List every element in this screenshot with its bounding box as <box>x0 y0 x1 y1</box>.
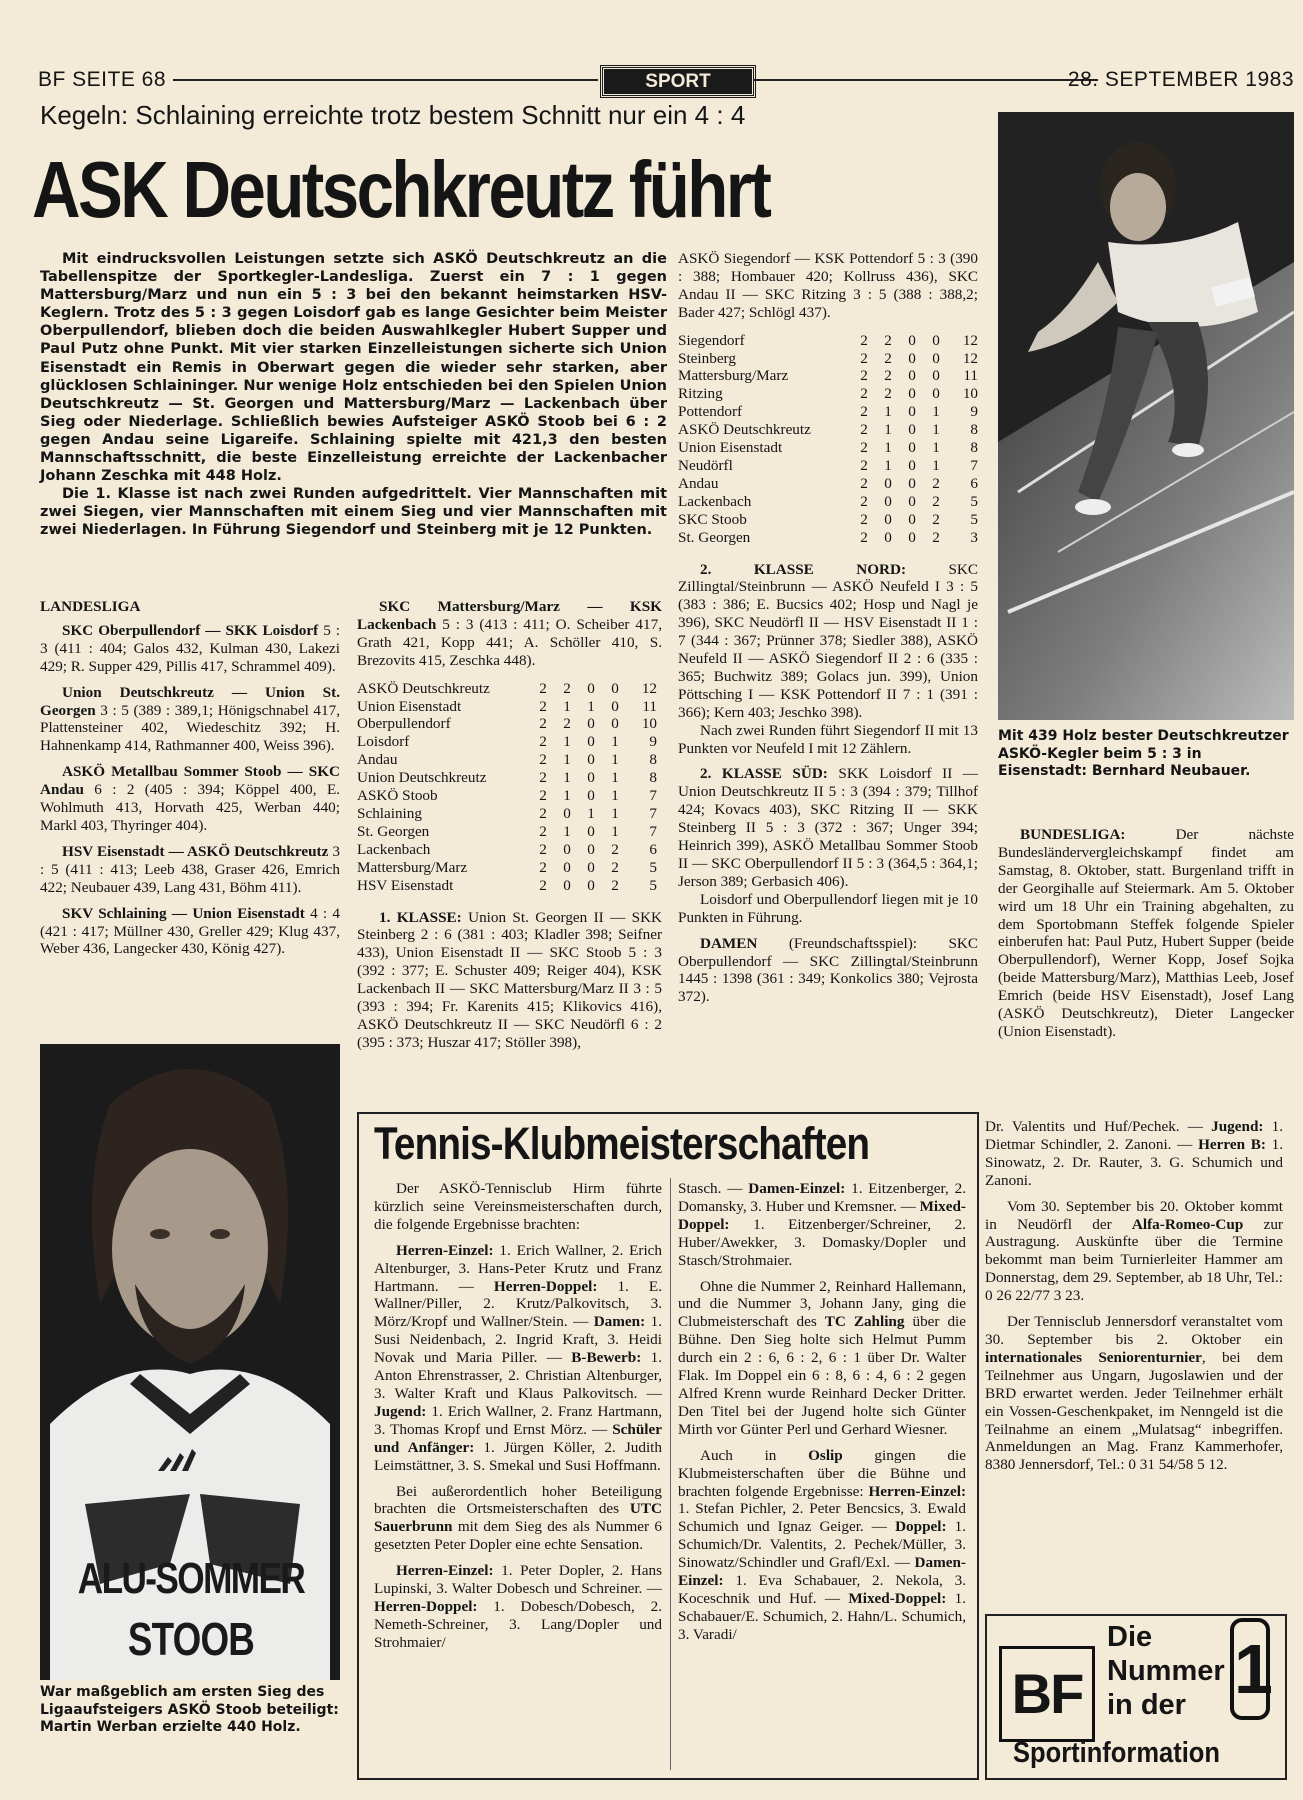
stat-cell: 2 <box>563 715 571 733</box>
stat-cell: 0 <box>932 367 940 385</box>
standings-row <box>357 680 657 698</box>
standings-row <box>357 769 657 787</box>
standings-row <box>357 805 657 823</box>
stat-cell: 2 <box>860 385 868 403</box>
stat-cell: 2 <box>539 840 547 858</box>
result-item <box>40 684 340 756</box>
stat-cell: 0 <box>908 367 916 385</box>
team-name: St. Georgen <box>357 822 430 840</box>
tennis-paragraph <box>985 1198 1283 1305</box>
stat-cell: 1 <box>563 733 571 751</box>
points: 5 <box>970 510 978 528</box>
shirt-lettering-1: ALU-SOMMER <box>77 1554 305 1603</box>
standings-row <box>357 859 657 877</box>
stat-cell: 0 <box>587 876 595 894</box>
landesliga-column-2 <box>357 598 662 1052</box>
points: 9 <box>970 403 978 421</box>
stat-cell: 1 <box>932 421 940 439</box>
team-name: Pottendorf <box>678 403 743 421</box>
stat-cell: 1 <box>611 733 619 751</box>
stat-cell: 0 <box>908 331 916 349</box>
result-body: 3 : 5 (389 : 389,1; Hönigschnabel 417, Plattensteiner 402, Wiedeschitz 392; H. Hahnenkamp 414, Rathmanner 400, Weiss 396). <box>40 701 341 755</box>
tennis-paragraph <box>374 1242 662 1475</box>
points: 11 <box>963 367 978 385</box>
player-photo-caption: War maßgeblich am ersten Sieg des Ligaaufsteigers ASKÖ Stoob beteiligt: Martin Werban erzielte 440 Holz. <box>40 1684 339 1735</box>
standings-row <box>357 715 657 733</box>
tennis-text: 1. E. Wallner/Piller, 2. Krutz/Palkovitsch, 3. Mörz/Kropf und Wallner/Stein. — <box>374 1277 662 1331</box>
intro-paragraph-1: Mit eindrucksvollen Leistungen setzte sich ASKÖ Deutschkreutz an die Tabellenspitze der Sportkegler-Landesliga. Zuerst ein 7 : 1 gegen Mattersburg/Marz und nun ein 5 : 3 bei den bekannt heimstarken HSV-Keglern. Trotz des 5 : 3 gegen Loisdorf gab es lange Gesichter beim Meister Oberpullendorf, blieben doch die beiden Auswahlkegler Hubert Supper und Paul Putz ohne Punkt. Mit vier starken Einzelleistungen sicherte sich Union Eisenstadt ein Remis in Oberwart gegen die wieder sehr starken, aber glücklosen Schlaininger. Nur wenige Holz entschieden bei den Spielen Union Deutschkreutz — St. Georgen und Mattersburg/Marz — Lackenbach über Sieg oder Niederlage. Schließlich bewies Aufsteiger ASKÖ Stoob bei 6 : 2 gegen Andau seine Ligareife. Schlaining spielte mit 421,3 den besten Mannschaftsschnitt, die beste Einzelleistung erreichte der Lackenbacher Johann Zeschka mit 448 Holz. <box>40 251 667 485</box>
team-name: St. Georgen <box>678 528 751 546</box>
stat-cell: 2 <box>932 492 940 510</box>
page-header <box>38 66 1294 94</box>
issue-date: 28. SEPTEMBER 1983 <box>1067 68 1294 91</box>
bf-advert <box>985 1614 1287 1780</box>
stat-cell: 1 <box>611 804 619 822</box>
result-head: Union Deutschkreutz — Union St. Georgen <box>40 683 340 719</box>
tennis-text: mit dem Sieg des als Nummer 6 gesetzten Peter Dopler eine echte Sensation. <box>374 1518 662 1554</box>
points: 6 <box>970 474 978 492</box>
tennis-heading: Alfa-Romeo-Cup <box>1131 1215 1244 1233</box>
points: 5 <box>649 876 657 894</box>
points: 6 <box>649 840 657 858</box>
team-name: Lackenbach <box>678 492 752 510</box>
standings-row <box>678 367 978 385</box>
tennis-text: gingen die Klubmeisterschaften über die Bühne und brachten folgende Ergebnisse: <box>678 1446 966 1500</box>
tennis-paragraph <box>374 1562 662 1652</box>
tennis-heading: Herren-Einzel: <box>396 1241 500 1259</box>
stat-cell: 0 <box>932 349 940 367</box>
stat-cell: 2 <box>932 474 940 492</box>
nord-label: 2. KLASSE NORD: <box>700 560 906 578</box>
standings-row <box>357 787 657 805</box>
tennis-text: Bei außerordentlich hoher Beteiligung brachten die Ortsmeisterschaften des <box>374 1482 662 1518</box>
stat-cell: 1 <box>932 439 940 457</box>
standings-row <box>678 403 978 421</box>
points: 3 <box>970 528 978 546</box>
tennis-text: 1. Eitzenberger, 2. Domansky, 3. Huber und Kremsner. — <box>678 1180 966 1215</box>
standings-row <box>678 439 978 457</box>
tennis-text: 1. Stefan Pichler, 2. Peter Bencsics, 3. Ewald Schumich und Ignaz Geiger. — <box>678 1500 966 1536</box>
tennis-heading: Damen-Einzel: <box>678 1554 966 1590</box>
stat-cell: 1 <box>884 439 892 457</box>
points: 11 <box>642 697 657 715</box>
team-name: Oberpullendorf <box>357 715 451 733</box>
damen-text: (Freundschaftsspiel): SKC Oberpullendorf — SKC Zillingtal/Steinbrunn 1445 : 1398 (361 : 349; Konkolics 380; Vejrosta 372). <box>678 934 979 1006</box>
stat-cell: 1 <box>587 804 595 822</box>
tennis-paragraph <box>678 1278 966 1439</box>
bundesliga-note <box>998 826 1294 1041</box>
points: 7 <box>649 804 657 822</box>
points: 8 <box>649 751 657 769</box>
tennis-text: 1. Eitzenberger/Schreiner, 2. Huber/Awekker, 3. Domasky/Dopler und Stasch/Strohmaier. <box>678 1215 966 1269</box>
stat-cell: 1 <box>884 421 892 439</box>
tennis-heading: Herren-Einzel: <box>396 1562 502 1580</box>
standings-row <box>678 350 978 368</box>
tennis-paragraph <box>678 1180 966 1270</box>
tennis-column-3 <box>985 1118 1283 1474</box>
points: 8 <box>970 421 978 439</box>
stat-cell: 2 <box>539 715 547 733</box>
tennis-text: Der Tennisclub Jennersdorf veranstaltet vom 30. September bis 2. Oktober ein <box>985 1313 1283 1348</box>
tennis-heading: Damen: <box>593 1313 651 1331</box>
stat-cell: 0 <box>587 787 595 805</box>
stat-cell: 0 <box>908 510 916 528</box>
points: 8 <box>970 439 978 457</box>
team-name: Loisdorf <box>357 733 410 751</box>
stat-cell: 2 <box>860 421 868 439</box>
stat-cell: 0 <box>908 474 916 492</box>
klasse1-text: Union St. Georgen II — SKK Steinberg 2 : 6 (381 : 403; Kladler 398; Seifner 433), Union Eisenstadt II — SKC Stoob 5 : 3 (392 : 377; E. Schuster 409; Reiger 404), KSK Lackenbach II — SKC Mattersburg/Marz II 3 : 5 (393 : 394; Fr. Karenits 415; Klikovics 416), ASKÖ Deutschkreutz II — SKC Neudörfl 6 : 2 (395 : 373; Huszar 417; Stöller 398), <box>357 908 663 1051</box>
tennis-heading: internationales Seniorenturnier <box>985 1348 1202 1366</box>
stat-cell: 0 <box>587 751 595 769</box>
stat-cell: 1 <box>563 769 571 787</box>
tennis-heading: Herren B: <box>1198 1135 1272 1153</box>
result-item <box>40 843 340 897</box>
team-name: ASKÖ Stoob <box>357 787 438 805</box>
tennis-heading: Schüler und Anfänger: <box>374 1420 662 1456</box>
stat-cell: 1 <box>563 697 571 715</box>
standings-row <box>678 332 978 350</box>
stat-cell: 0 <box>611 715 619 733</box>
nord-text: SKC Zillingtal/Steinbrunn — ASKÖ Neufeld I 3 : 5 (383 : 386; E. Bucsics 402; Hosp und Nagl je 396), SKC Neudörfl II — HSV Eisenstadt II 1 : 7 (344 : 367; Prünner 378; Siedler 388), ASKÖ Neufeld II — ASKÖ Siegendorf II 2 : 6 (335 : 365; Buchwitz 389; Golacs jun. 399), Union Pöttsching I — KSK Pottendorf II 7 : 1 (391 : 366); Kern 403; Jeschko 398). <box>678 560 978 721</box>
page-number: BF SEITE 68 <box>38 68 167 91</box>
points: 12 <box>641 679 657 697</box>
bundesliga-label: BUNDESLIGA: <box>1020 826 1126 843</box>
result-item <box>40 622 340 676</box>
tennis-paragraph <box>678 1447 966 1644</box>
standings-row <box>678 475 978 493</box>
result-body: 5 : 3 (411 : 404; Galos 432, Kulman 430, Lakezi 429; R. Supper 429, Pillis 417, Schrammel 409). <box>40 621 340 675</box>
tennis-text: 1. Susi Neidenbach, 2. Ingrid Kraft, 3. Heidi Novak und Maria Piller. — <box>374 1313 662 1367</box>
team-name: Siegendorf <box>678 331 745 349</box>
standings-row <box>678 529 978 547</box>
points: 10 <box>641 715 657 733</box>
stat-cell: 1 <box>932 403 940 421</box>
stat-cell: 2 <box>539 733 547 751</box>
stat-cell: 0 <box>563 804 571 822</box>
points: 7 <box>970 456 978 474</box>
intro-text <box>40 250 667 540</box>
tennis-text: 1. Erich Wallner, 2. Franz Hartmann, 3. Thomas Kropf und Ernst Mörz. — <box>374 1402 662 1438</box>
result-body: 5 : 3 (413 : 411; O. Scheiber 417, Grath 421, Kopp 441; A. Schöller 410, S. Brezovits 415, Zeschka 448). <box>357 615 662 669</box>
standings-row <box>357 698 657 716</box>
standings-row <box>357 751 657 769</box>
stat-cell: 2 <box>932 528 940 546</box>
bf-logo: BF <box>999 1646 1095 1742</box>
stat-cell: 2 <box>884 367 892 385</box>
stat-cell: 2 <box>539 679 547 697</box>
stat-cell: 0 <box>884 528 892 546</box>
stat-cell: 1 <box>884 403 892 421</box>
landesliga-results <box>40 598 340 958</box>
tennis-heading: Mixed-Doppel: <box>678 1197 966 1233</box>
tennis-heading: Herren-Einzel: <box>868 1482 966 1500</box>
standings-row <box>357 823 657 841</box>
tennis-heading: Jugend: <box>374 1402 432 1420</box>
tennis-heading: TC Zahling <box>824 1313 905 1331</box>
stat-cell: 2 <box>860 439 868 457</box>
team-name: Neudörfl <box>678 456 733 474</box>
tennis-title: Tennis-Klubmeisterschaften <box>374 1118 870 1169</box>
bowler-photo-image <box>998 112 1294 720</box>
intro-paragraph-2: Die 1. Klasse ist nach zwei Runden aufgedrittelt. Vier Mannschaften mit zwei Siegen, vier Mannschaften mit einem Sieg und vier Mannschaften mit zwei Niederlagen. In Führung Siegendorf und Steinberg mit je 12 Punkten. <box>40 486 667 539</box>
stat-cell: 1 <box>563 751 571 769</box>
points: 8 <box>649 769 657 787</box>
nord-summary: Nach zwei Runden führt Siegendorf II mit 13 Punkten vor Neufeld I mit 12 Zählern. <box>678 721 978 757</box>
tennis-column-rule-1 <box>670 1178 671 1770</box>
tennis-heading: Oslip <box>808 1446 843 1464</box>
tennis-text: 1. Erich Wallner, 2. Erich Altenburger, 3. Hans-Peter Krutz und Franz Hartmann. — <box>374 1241 662 1295</box>
stat-cell: 0 <box>587 840 595 858</box>
stat-cell: 0 <box>563 840 571 858</box>
ad-line-2: Nummer <box>1107 1655 1225 1687</box>
landesliga-title: LANDESLIGA <box>40 598 141 615</box>
stat-cell: 2 <box>860 510 868 528</box>
points: 12 <box>962 349 978 367</box>
ad-line-3: in der <box>1107 1689 1186 1721</box>
points: 12 <box>962 331 978 349</box>
stat-cell: 1 <box>611 787 619 805</box>
shirt-lettering-2: STOOB <box>127 1613 255 1665</box>
number-one-mark: 1 <box>1230 1618 1270 1720</box>
stat-cell: 2 <box>860 349 868 367</box>
stat-cell: 2 <box>860 492 868 510</box>
tennis-paragraph <box>374 1483 662 1555</box>
stat-cell: 0 <box>587 858 595 876</box>
points: 5 <box>970 492 978 510</box>
stat-cell: 0 <box>563 858 571 876</box>
sued-text: SKK Loisdorf II — Union Deutschkreutz II 5 : 3 (394 : 379; Tillhof 424; Kovacs 403), SKC Ritzing II — SKK Steinberg II 5 : 3 (372 : 367; Unger 394; Heinrich 399), ASKÖ Metallbau Sommer Stoob II — SKC Oberpullendorf II 5 : 3 (364,5 : 364,1; Jerson 389; Gerbasich 406). <box>678 765 978 890</box>
stat-cell: 0 <box>932 385 940 403</box>
result-item <box>40 905 340 959</box>
tennis-heading: UTC Sauerbrunn <box>374 1500 662 1536</box>
stat-cell: 2 <box>539 769 547 787</box>
stat-cell: 2 <box>860 367 868 385</box>
tennis-text: Ohne die Nummer 2, Reinhard Hallemann, und die Nummer 3, Johann Jany, ging die Clubmeisterschaft des <box>678 1277 966 1331</box>
sued-summary: Loisdorf und Oberpullendorf liegen mit je 10 Punkten in Führung. <box>678 890 978 926</box>
stat-cell: 0 <box>884 510 892 528</box>
tennis-text: Auch in <box>700 1446 809 1464</box>
tennis-text: 1. Dietmar Schindler, 2. Zanoni. — <box>985 1118 1284 1153</box>
standings-row <box>357 877 657 895</box>
stat-cell: 2 <box>884 331 892 349</box>
tennis-text: Vom 30. September bis 20. Oktober kommt in Neudörfl der <box>985 1197 1283 1233</box>
stat-cell: 1 <box>932 456 940 474</box>
header-rule-left <box>173 79 598 81</box>
stat-cell: 0 <box>908 492 916 510</box>
result-body: 4 : 4 (421 : 417; Müllner 430, Greller 429; Klug 437, Weber 436, Langecker 430, König 427). <box>40 904 341 958</box>
team-name: Steinberg <box>678 349 736 367</box>
stat-cell: 0 <box>884 492 892 510</box>
stat-cell: 0 <box>932 331 940 349</box>
standings-row <box>678 493 978 511</box>
klasse1-table <box>678 332 978 547</box>
stat-cell: 0 <box>563 876 571 894</box>
tennis-text: Stasch. — <box>678 1180 749 1197</box>
stat-cell: 1 <box>587 697 595 715</box>
stat-cell: 1 <box>611 751 619 769</box>
stat-cell: 2 <box>860 474 868 492</box>
stat-cell: 2 <box>611 858 619 876</box>
stat-cell: 0 <box>908 349 916 367</box>
team-name: ASKÖ Deutschkreutz <box>678 421 811 439</box>
tennis-text: 1. Dobesch/Dobesch, 2. Nemeth-Schreiner, 3. Lang/Dopler und Strohmaier/ <box>374 1597 662 1651</box>
stat-cell: 2 <box>563 679 571 697</box>
stat-cell: 2 <box>860 528 868 546</box>
tennis-column-1 <box>374 1180 662 1652</box>
stat-cell: 2 <box>539 804 547 822</box>
tennis-text: 1. Eva Schabauer, 2. Nekola, 3. Koceschnik und Huf. — <box>678 1572 967 1607</box>
stat-cell: 2 <box>539 751 547 769</box>
klasse1-label: 1. KLASSE: <box>379 908 462 926</box>
bowler-photo <box>998 112 1294 720</box>
result-head: ASKÖ Metallbau Sommer Stoob — SKC Andau <box>40 763 340 799</box>
stat-cell: 2 <box>539 858 547 876</box>
standings-row <box>678 511 978 529</box>
kicker: Kegeln: Schlaining erreichte trotz bestem Schnitt nur ein 4 : 4 <box>40 100 746 130</box>
stat-cell: 0 <box>908 439 916 457</box>
tennis-heading: Mixed-Doppel: <box>848 1589 955 1607</box>
team-name: Schlaining <box>357 804 422 822</box>
standings-row <box>678 385 978 403</box>
tennis-text: 1. Jürgen Köller, 2. Judith Leimstättner, 3. S. Smekal und Susi Hoffmann. <box>374 1438 662 1474</box>
tennis-paragraph <box>985 1313 1283 1474</box>
standings-row <box>678 421 978 439</box>
team-name: Union Deutschkreutz <box>357 769 487 787</box>
result-body: 6 : 2 (405 : 394; Köppel 400, E. Wohlmuth 413, Horvath 425, Werban 440; Markl 403, Thyringer 404). <box>40 781 341 834</box>
bowler-photo-caption: Mit 439 Holz bester Deutschkreutzer ASKÖ-Kegler beim 5 : 3 in Eisenstadt: Bernhard Neubauer. <box>998 728 1289 779</box>
player-photo <box>40 1044 340 1680</box>
stat-cell: 0 <box>908 456 916 474</box>
points: 7 <box>649 822 657 840</box>
team-name: Andau <box>357 751 398 769</box>
stat-cell: 0 <box>908 528 916 546</box>
ad-line-1: Die <box>1107 1621 1153 1653</box>
sued-label: 2. KLASSE SÜD: <box>700 765 828 783</box>
tennis-text: zur Austragung. Auskünfte über die Termine bekommt man beim Turnierleiter Hammer am Donnerstag, dem 29. September, ab 18 Uhr, Tel.: 0 26 22/77 3 23. <box>985 1215 1283 1305</box>
tennis-text: 1. Schabauer/E. Schumich, 2. Hahn/L. Schumich, 3. Varadi/ <box>678 1589 966 1643</box>
stat-cell: 0 <box>611 679 619 697</box>
stat-cell: 1 <box>563 822 571 840</box>
result-head: HSV Eisenstadt — ASKÖ Deutschkreutz <box>62 842 329 860</box>
team-name: SKC Stoob <box>678 510 747 528</box>
tennis-heading: Doppel: <box>895 1518 955 1536</box>
tennis-text: , bei dem Teilnehmer aus Ungarn, Jugoslawien und der BRD erwartet werden. Jeder Teilnehmer erhält ein Vossen-Geschenkpaket, im Nenngeld ist die Teilnahme an einem „Mulatsag“ inbegriffen. Anmeldungen an Mag. Franz Kammerhofer, 8380 Jennersdorf, Tel.: 0 31 54/58 5 12. <box>985 1348 1284 1474</box>
stat-cell: 2 <box>860 403 868 421</box>
tennis-text: 1. Sinowatz, 2. Dr. Rauter, 3. G. Schumich und Zanoni. <box>985 1135 1283 1189</box>
stat-cell: 0 <box>587 679 595 697</box>
tennis-paragraph <box>985 1118 1283 1190</box>
tennis-heading: Damen-Einzel: <box>748 1180 852 1197</box>
tennis-text: über die Bühne. Den Sieg holte sich Helmut Pumm durch ein 2 : 6, 6 : 2, 6 : 1 über Dr. Walter Flak. Im Doppel ein 6 : 8, 6 : 4, 6 : 2 gegen Alfred Krenn wurde Reinhard Decker Dritter. Den Titel bei der Jugend holte sich Günter Mirth vor Günter Perl und Gerhard Wiesner. <box>678 1313 967 1438</box>
stat-cell: 1 <box>884 456 892 474</box>
stat-cell: 2 <box>932 510 940 528</box>
landesliga-table <box>357 680 657 895</box>
stat-cell: 2 <box>611 876 619 894</box>
standings-row <box>357 841 657 859</box>
stat-cell: 0 <box>908 403 916 421</box>
stat-cell: 2 <box>860 456 868 474</box>
team-name: Mattersburg/Marz <box>357 858 468 876</box>
team-name: HSV Eisenstadt <box>357 876 454 894</box>
tennis-column-2 <box>678 1180 966 1644</box>
stat-cell: 2 <box>539 822 547 840</box>
tennis-text: 1. Anton Ehrenstrasser, 2. Christian Altenburger, 3. Walter Kraft und Klaus Palkovitsch. — <box>374 1349 663 1402</box>
tennis-heading: Herren-Doppel: <box>374 1597 494 1615</box>
points: 5 <box>649 858 657 876</box>
stat-cell: 2 <box>539 876 547 894</box>
stat-cell: 2 <box>884 385 892 403</box>
headline: ASK Deutschkreutz führt <box>32 145 770 234</box>
tennis-paragraph: Der ASKÖ-Tennisclub Hirm führte kürzlich seine Vereinsmeisterschaften durch, die folgende Ergebnisse brachten: <box>374 1180 662 1233</box>
ad-line-4: Sportinformation <box>1013 1737 1220 1769</box>
stat-cell: 2 <box>611 840 619 858</box>
stat-cell: 0 <box>884 474 892 492</box>
standings-row <box>678 457 978 475</box>
stat-cell: 0 <box>587 733 595 751</box>
damen-label: DAMEN <box>700 934 758 952</box>
stat-cell: 2 <box>884 349 892 367</box>
result-body: 3 : 5 (411 : 413; Leeb 438, Graser 426, Emrich 422; Neubauer 439, Lang 431, Böhm 411). <box>40 842 341 896</box>
section-badge: SPORT <box>601 66 755 97</box>
tennis-text: 1. Peter Dopler, 2. Hans Lupinski, 3. Walter Dobesch und Schreiner. — <box>374 1562 663 1598</box>
stat-cell: 0 <box>587 822 595 840</box>
result-head: SKC Mattersburg/Marz — KSK Lackenbach <box>357 598 662 633</box>
standings-row <box>357 733 657 751</box>
stat-cell: 0 <box>587 715 595 733</box>
team-name: Mattersburg/Marz <box>678 367 789 385</box>
tennis-text: Dr. Valentits und Huf/Pechek. — <box>985 1118 1212 1135</box>
team-name: ASKÖ Deutschkreutz <box>357 679 490 697</box>
points: 10 <box>962 385 978 403</box>
points: 9 <box>649 733 657 751</box>
team-name: Ritzing <box>678 385 723 403</box>
klasse1-results-cont: ASKÖ Siegendorf — KSK Pottendorf 5 : 3 (390 : 388; Hombauer 420; Kollruss 436), SKC Andau II — SKC Ritzing 3 : 5 (388 : 388,2; Bader 427; Schlögl 437). <box>678 250 978 321</box>
result-head: SKV Schlaining — Union Eisenstadt <box>62 904 305 922</box>
stat-cell: 1 <box>611 822 619 840</box>
result-item <box>40 763 340 835</box>
result-head: SKC Oberpullendorf — SKK Loisdorf <box>62 621 319 639</box>
stat-cell: 0 <box>587 769 595 787</box>
stat-cell: 2 <box>860 331 868 349</box>
tennis-heading: Jugend: <box>1211 1118 1272 1135</box>
stat-cell: 0 <box>908 421 916 439</box>
bundesliga-text: Der nächste Bundesländervergleichskampf findet am Samstag, 8. Oktober, statt. Burgenland trifft in der Georgihalle auf Steiermark. Am 5. Oktober wird um 18 Uhr ein Training abgehalten, zu dem Sportobmann Steffek folgende Spieler einberufen hat: Paul Putz, Hubert Supper (beide Oberpullendorf), Werner Kopp, Josef Sojka (beide Mattersburg/Marz), Matthias Leeb, Josef Emrich (beide HSV Eisenstadt), Josef Lang (ASKÖ Deutschkreutz), Dieter Langecker (Union Eisenstadt). <box>998 826 1294 1040</box>
tennis-heading: B-Bewerb: <box>571 1349 651 1367</box>
header-rule-right <box>754 79 1098 81</box>
tennis-heading: Herren-Doppel: <box>493 1277 618 1295</box>
stat-cell: 0 <box>908 385 916 403</box>
team-name: Andau <box>678 474 719 492</box>
stat-cell: 1 <box>611 769 619 787</box>
klasse1-column <box>678 250 978 1006</box>
team-name: Lackenbach <box>357 840 431 858</box>
stat-cell: 0 <box>611 697 619 715</box>
team-name: Union Eisenstadt <box>357 697 462 715</box>
points: 7 <box>649 787 657 805</box>
stat-cell: 1 <box>563 787 571 805</box>
stat-cell: 2 <box>539 787 547 805</box>
tennis-text: 1. Schumich/Dr. Valentits, 2. Pechek/Müller, 3. Sinowatz/Schindler und Grafl/Exl. — <box>678 1518 966 1572</box>
team-name: Union Eisenstadt <box>678 439 783 457</box>
stat-cell: 2 <box>539 697 547 715</box>
